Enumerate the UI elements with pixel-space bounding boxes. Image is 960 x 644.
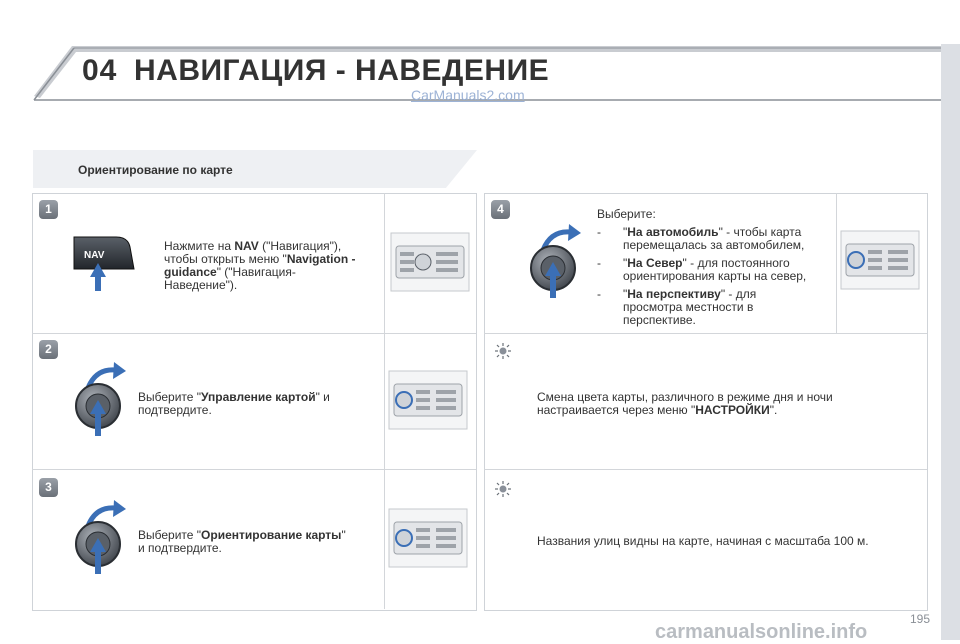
footer-watermark: carmanualsonline.info	[655, 621, 868, 643]
step-1-text	[164, 240, 379, 292]
step-3-line1-pre: Выберите "	[138, 528, 202, 542]
step-1-line3-bold: guidance	[164, 265, 217, 279]
step-1-line3-post: " ("Навигация-	[216, 265, 296, 279]
rotary-knob-icon	[70, 360, 140, 440]
right-divider-2	[484, 469, 927, 470]
watermark-link[interactable]: CarManuals2.com	[411, 87, 525, 103]
option-item	[597, 226, 837, 252]
step-1-line2-bold: Navigation -	[286, 252, 356, 266]
step-1-line1-bold: NAV	[234, 239, 259, 253]
step-1-line1-post: ("Навигация"),	[258, 239, 342, 253]
page-edge-stripe	[941, 44, 960, 640]
option-quote: "	[623, 256, 628, 270]
section-title: Ориентирование по карте	[78, 163, 233, 177]
step-badge-1: 1	[39, 200, 58, 219]
step-badge-3: 3	[39, 478, 58, 497]
tip-lightbulb-icon	[494, 342, 512, 360]
right-divider-1	[484, 333, 927, 334]
option-dash: -	[597, 287, 601, 301]
chapter-title: НАВИГАЦИЯ - НАВЕДЕНИЕ	[134, 54, 550, 87]
step-2-line1-bold: Управление картой	[201, 390, 316, 404]
option-desc-cont: перспективе.	[623, 313, 696, 327]
step-1-line2-pre: чтобы открыть меню "	[164, 252, 287, 266]
option-quote: "	[623, 225, 628, 239]
chapter-number: 04	[82, 54, 118, 87]
rotary-knob-icon	[70, 498, 140, 578]
step-2-text	[138, 391, 378, 417]
option-desc-cont: просмотра местности в	[623, 300, 754, 314]
step-2-line1-pre: Выберите "	[138, 390, 202, 404]
tip-1-text	[537, 391, 917, 417]
option-desc: " - для постоянного	[682, 256, 790, 270]
page-number: 195	[910, 612, 931, 626]
tip-2-line1: Названия улиц видны на карте, начиная с масштаба 100 м.	[537, 534, 869, 548]
step-2-line2: подтвердите.	[138, 403, 212, 417]
left-thumb-divider	[384, 193, 385, 609]
step-4-options	[597, 208, 837, 327]
option-label: На Север	[627, 256, 683, 270]
step-1-line4: Наведение").	[164, 278, 238, 292]
step-1-line1-pre: Нажмите на	[164, 239, 235, 253]
radio-panel-thumbnail	[390, 232, 470, 292]
left-divider-1	[32, 333, 476, 334]
step-3-text	[138, 529, 378, 555]
option-desc: " - чтобы карта	[718, 225, 802, 239]
radio-panel-thumbnail	[840, 230, 920, 290]
step-3-line1-bold: Ориентирование карты	[201, 528, 342, 542]
tip-1-line1: Смена цвета карты, различного в режиме дня и ночи	[537, 390, 833, 404]
tip-1-line2-pre: настраивается через меню "	[537, 403, 696, 417]
step-2-line1-post: " и	[315, 390, 330, 404]
nav-button-illustration	[70, 225, 150, 295]
step-badge-4: 4	[491, 200, 510, 219]
option-dash: -	[597, 225, 601, 239]
option-item	[597, 257, 837, 283]
step-4-intro: Выберите:	[597, 207, 656, 221]
rotary-knob-icon	[525, 222, 595, 302]
tip-lightbulb-icon	[494, 480, 512, 498]
option-quote: "	[623, 287, 628, 301]
step-badge-2: 2	[39, 340, 58, 359]
step-3-line1-post: "	[341, 528, 346, 542]
option-label: На перспективу	[627, 287, 721, 301]
left-divider-2	[32, 469, 476, 470]
tip-2-text	[537, 535, 917, 548]
tip-1-line2-post: ".	[769, 403, 778, 417]
option-desc-cont: перемещалась за автомобилем,	[623, 238, 805, 252]
option-desc: " - для	[720, 287, 757, 301]
svg-text:NAV: NAV	[84, 250, 105, 261]
option-item	[597, 288, 837, 327]
option-label: На автомобиль	[627, 225, 719, 239]
step-3-line2: и подтвердите.	[138, 541, 222, 555]
option-dash: -	[597, 256, 601, 270]
radio-panel-thumbnail	[388, 508, 468, 568]
option-desc-cont: ориентирования карты на север,	[623, 269, 807, 283]
tip-1-line2-bold: НАСТРОЙКИ	[695, 403, 770, 417]
radio-panel-thumbnail	[388, 370, 468, 430]
